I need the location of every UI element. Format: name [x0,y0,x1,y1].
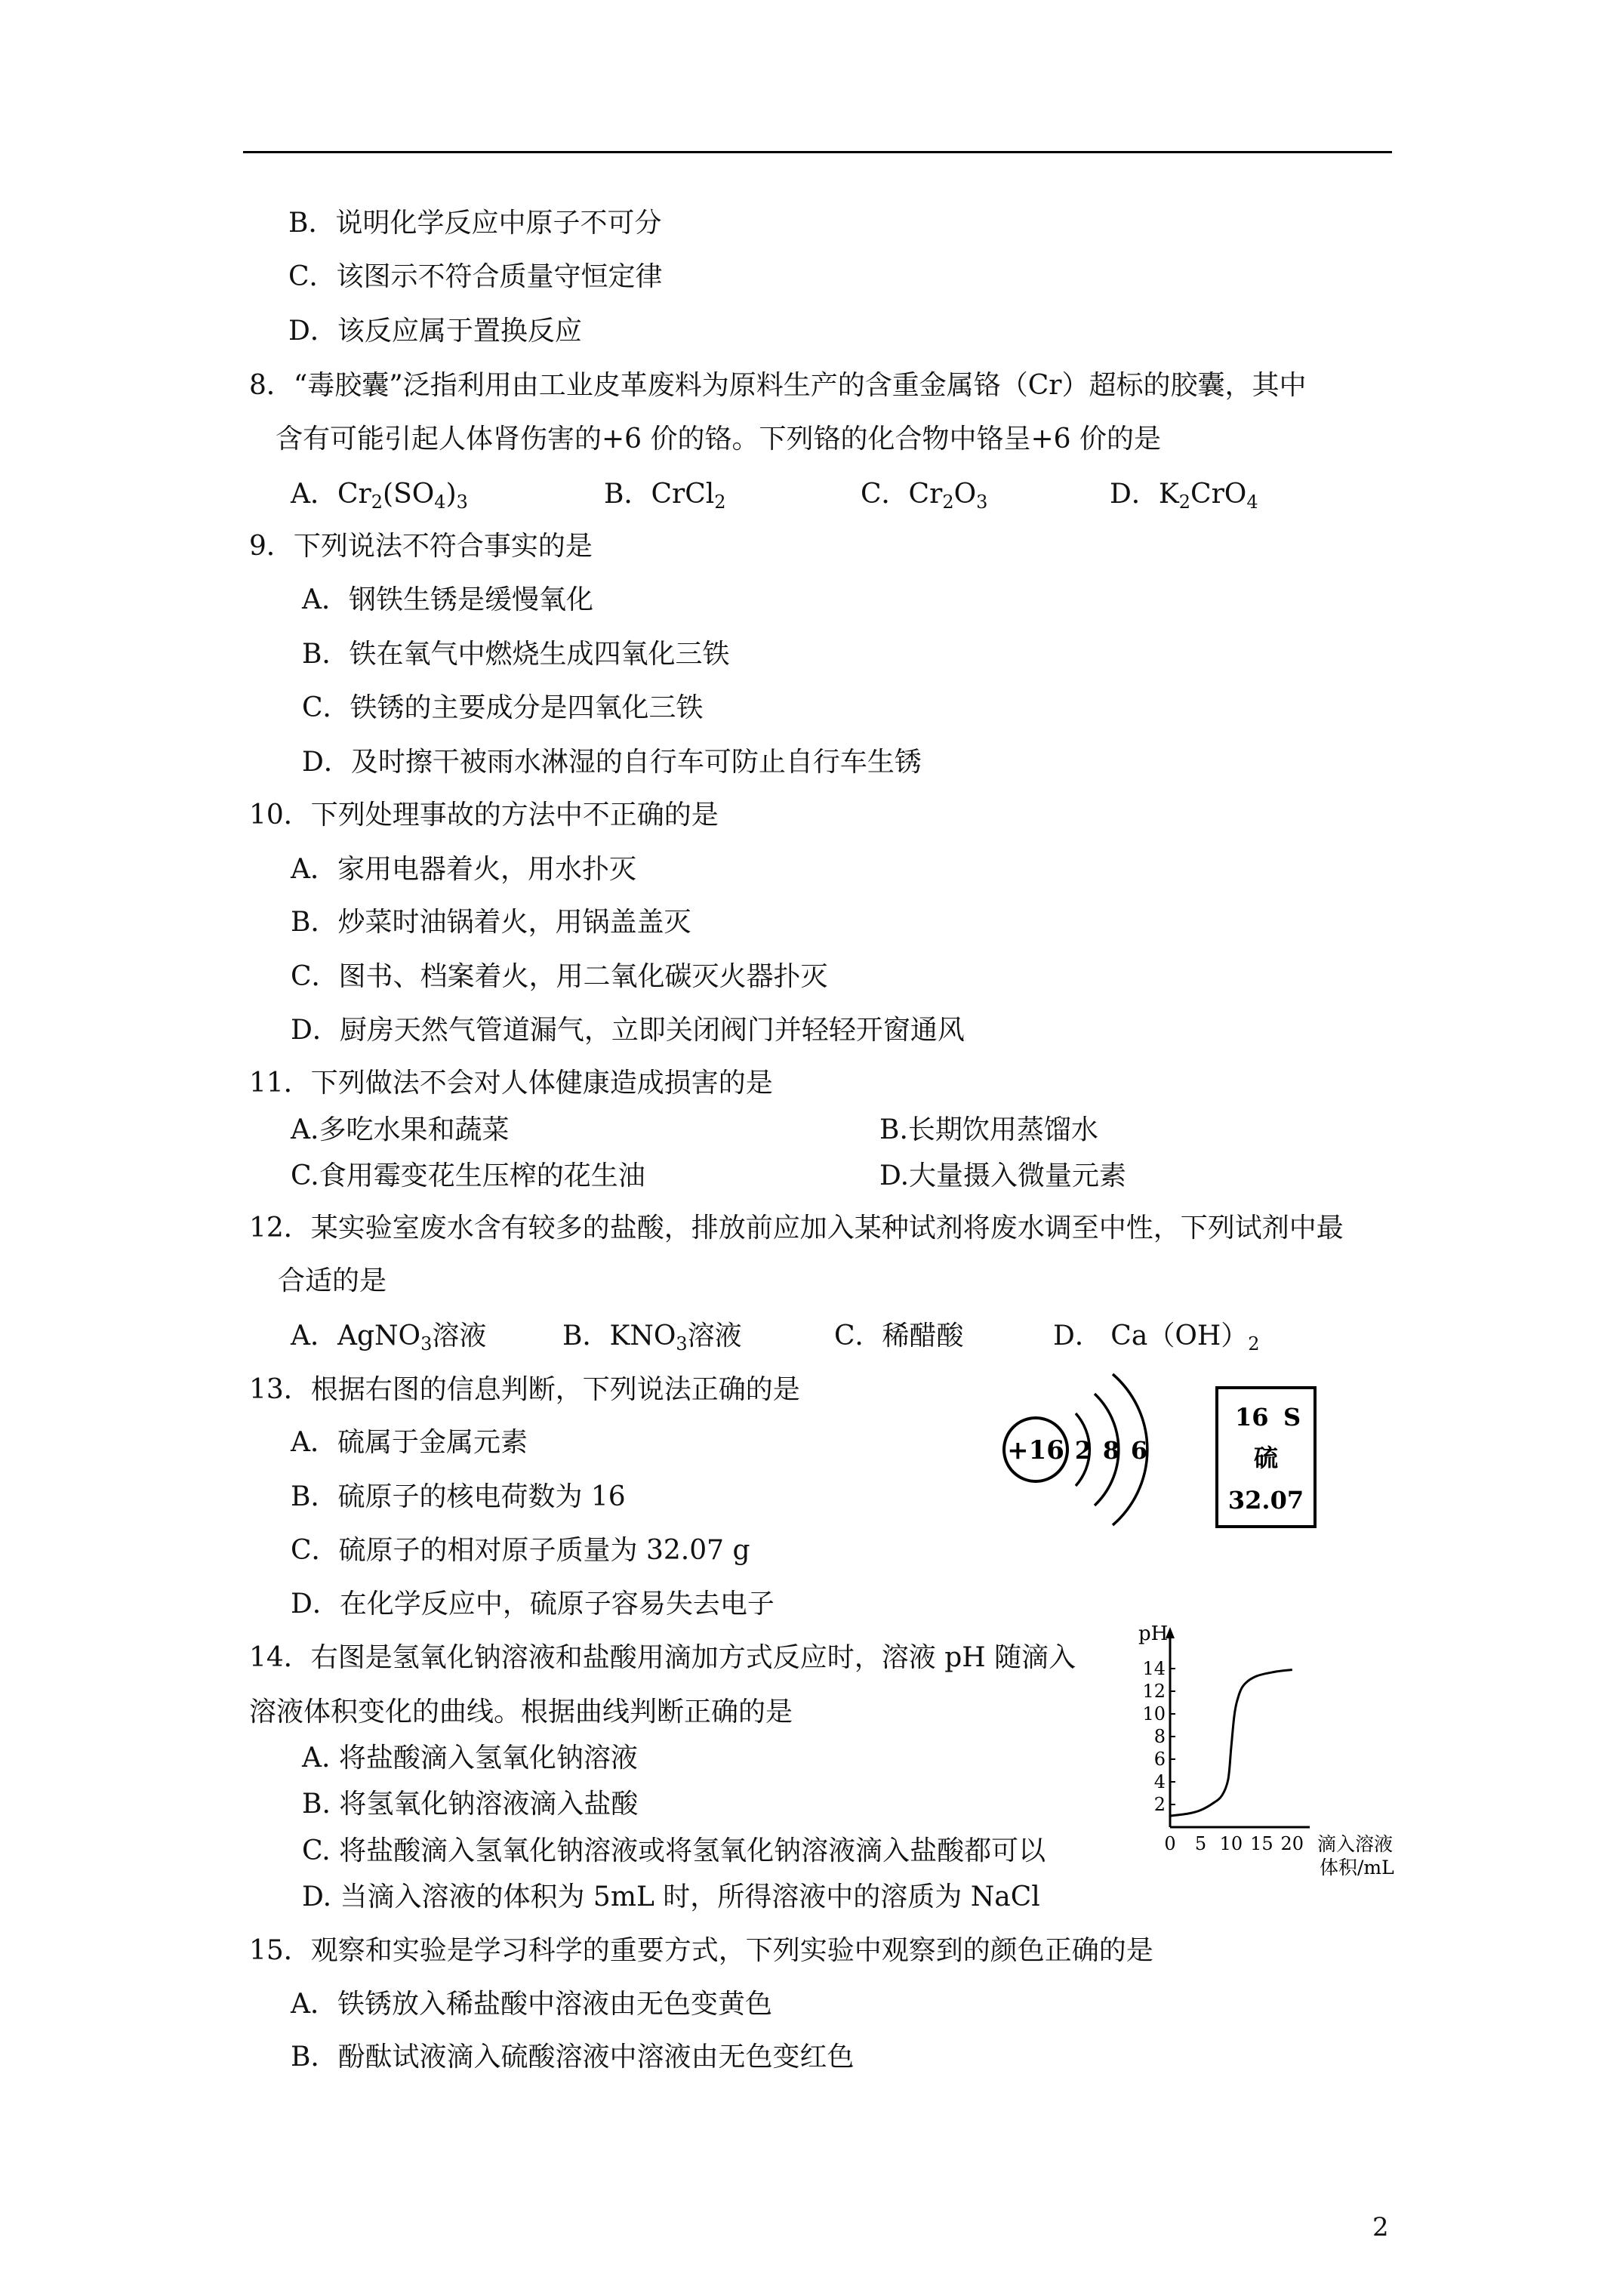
q9-option-a: A．钢铁生锈是缓慢氧化 [302,584,593,615]
q8-option-d: D．$K_2CrO_4$ [1110,479,1258,513]
element-symbol: S [1283,1403,1301,1432]
x-axis-label-line1: 滴入溶液 [1317,1833,1394,1855]
q10-option-b: B．炒菜时油锅着火，用锅盖盖灭 [291,907,691,938]
q10-option-d: D．厨房天然气管道漏气，立即关闭阀门并轻轻开窗通风 [291,1015,965,1046]
q12-stem-line1: 12．某实验室废水含有较多的盐酸，排放前应加入某种试剂将废水调至中性，下列试剂中最 [249,1213,1344,1244]
q13-option-c: C．硫原子的相对原子质量为 32.07 g [291,1535,750,1566]
y-tick-label: 6 [1153,1749,1166,1770]
q13-stem: 13．根据右图的信息判断，下列说法正确的是 [249,1374,800,1405]
q11-option-c: C.食用霉变花生压榨的花生油 [291,1160,645,1191]
q14-stem-line2: 溶液体积变化的曲线。根据曲线判断正确的是 [249,1697,793,1727]
q7-option-b: B．说明化学反应中原子不可分 [288,208,662,239]
q9-stem: 9．下列说法不符合事实的是 [249,531,593,562]
q11-stem: 11．下列做法不会对人体健康造成损害的是 [249,1068,773,1099]
x-axis-label-line2: 体积/mL [1320,1857,1394,1878]
q14-option-b: B. 将氢氧化钠溶液滴入盐酸 [302,1789,639,1820]
ph-curve-chart [1117,1616,1419,1888]
x-tick-label: 10 [1219,1833,1243,1854]
q12-stem-line2: 合适的是 [278,1265,387,1296]
q12-option-b: B．$KNO_3$溶液 [562,1321,742,1354]
sulfur-atom-diagram [981,1359,1329,1540]
q14-option-a: A. 将盐酸滴入氢氧化钠溶液 [302,1743,638,1774]
q14-option-d: D. 当滴入溶液的体积为 5mL 时，所得溶液中的溶质为 NaCl [302,1881,1040,1912]
y-tick-label: 14 [1142,1658,1166,1679]
q11-option-b: B.长期饮用蒸馏水 [879,1114,1098,1145]
element-number: 16 [1235,1403,1269,1432]
x-tick-label: 15 [1250,1833,1273,1854]
header-rule [243,151,1392,153]
q10-option-a: A．家用电器着火，用水扑灭 [291,854,636,885]
x-tick-label: 5 [1194,1833,1207,1854]
x-tick-label: 20 [1280,1833,1304,1854]
y-tick-label: 4 [1153,1771,1166,1792]
q9-option-b: B．铁在氧气中燃烧生成四氧化三铁 [302,639,730,670]
q9-option-c: C．铁锈的主要成分是四氧化三铁 [302,692,704,723]
q7-option-c: C．该图示不符合质量守恒定律 [288,261,663,292]
q10-option-c: C．图书、档案着火，用二氧化碳灭火器扑灭 [291,961,828,992]
ph-curve-line [1170,1670,1292,1817]
y-tick-label: 12 [1142,1681,1166,1702]
nucleus-charge: +16 [1007,1435,1064,1465]
q11-option-a: A.多吃水果和蔬菜 [291,1114,510,1145]
y-axis-label: pH [1138,1623,1169,1645]
q15-stem: 15．观察和实验是学习科学的重要方式，下列实验中观察到的颜色正确的是 [249,1935,1153,1966]
q15-option-b: B．酚酞试液滴入硫酸溶液中溶液由无色变红色 [291,2042,855,2073]
y-tick-label: 10 [1142,1703,1166,1724]
q10-stem: 10．下列处理事故的方法中不正确的是 [249,800,719,831]
element-mass: 32.07 [1227,1486,1304,1515]
q14-stem-line1: 14．右图是氢氧化钠溶液和盐酸用滴加方式反应时，溶液 pH 随滴入 [249,1642,1076,1673]
q13-option-d: D．在化学反应中，硫原子容易失去电子 [291,1589,775,1620]
q8-option-b: B．CrCl$_2$ [604,479,726,513]
q11-option-d: D.大量摄入微量元素 [879,1160,1127,1191]
q13-option-a: A．硫属于金属元素 [291,1427,528,1458]
y-tick-label: 8 [1153,1726,1166,1747]
q9-option-d: D．及时擦干被雨水淋湿的自行车可防止自行车生锈 [302,747,922,778]
q12-option-c: C．稀醋酸 [834,1321,964,1351]
q8-option-c: C．$Cr_2O_3$ [861,479,988,513]
shell-3-electrons: 6 [1130,1436,1148,1465]
element-name: 硫 [1253,1444,1279,1472]
page-number: 2 [1372,2212,1389,2242]
q8-option-a: A．$Cr_2(SO_4)_3$ [291,479,468,513]
y-tick-label: 2 [1153,1794,1166,1815]
q8-stem-line1: 8．“毒胶囊”泛指利用由工业皮革废料为原料生产的含重金属铬（Cr）超标的胶囊，其中 [249,370,1307,401]
q13-option-b: B．硫原子的核电荷数为 16 [291,1481,626,1512]
q12-option-d: D． $Ca(OH)_2$ [1053,1321,1260,1354]
q15-option-a: A．铁锈放入稀盐酸中溶液由无色变黄色 [291,1989,772,2020]
q12-option-a: A．AgNO$_3$溶液 [291,1321,487,1354]
shell-1-electrons: 2 [1074,1436,1092,1465]
shell-2-electrons: 8 [1102,1436,1120,1465]
q14-option-c: C. 将盐酸滴入氢氧化钠溶液或将氢氧化钠溶液滴入盐酸都可以 [302,1835,1046,1866]
q7-option-d: D．该反应属于置换反应 [288,316,582,347]
q8-stem-line2: 含有可能引起人体肾伤害的+6 价的铬。下列铬的化合物中铬呈+6 价的是 [276,424,1162,455]
x-tick-label: 0 [1164,1833,1176,1854]
